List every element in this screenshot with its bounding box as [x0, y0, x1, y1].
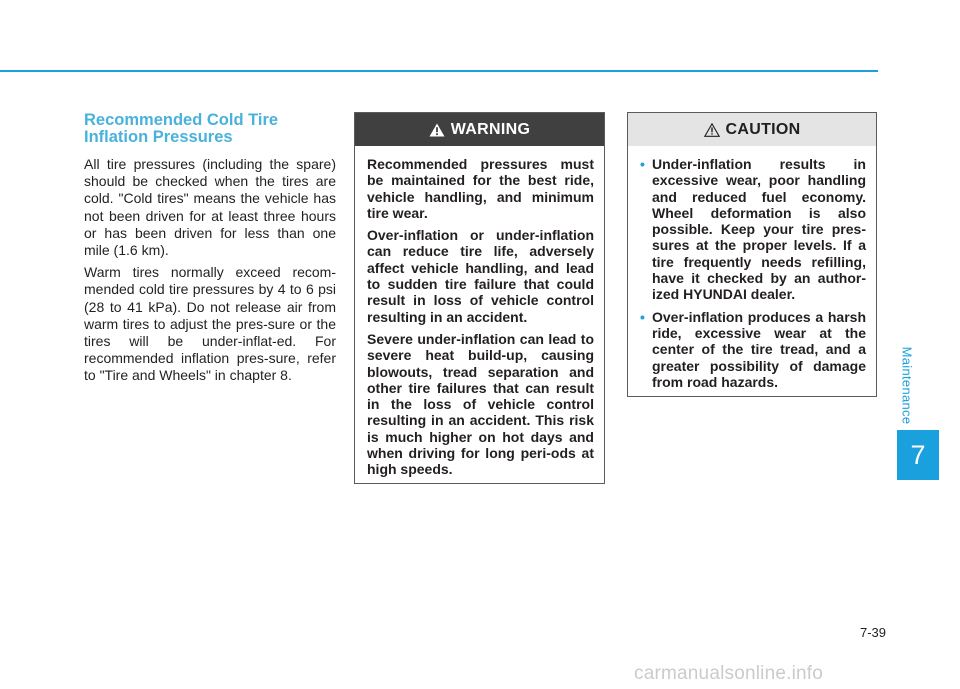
warning-paragraph: Severe under-inflation can lead to severe heat build-up, causing blowouts, tread separation and other tire failures that can result in the loss of vehicle control resulting in an accident. This risk is much higher on hot days and when driving for long peri-ods at high speeds. — [367, 330, 594, 478]
section-title: Recommended Cold Tire Inflation Pressures — [84, 111, 279, 146]
caution-header — [628, 113, 876, 146]
warning-paragraph: Over-inflation or under-inflation can reduce tire life, adversely affect vehicle handling, and lead to sudden tire failure that could result in loss of vehicle control resulting in an accident. — [367, 227, 594, 325]
caution-header-label: CAUTION — [725, 120, 801, 138]
warning-body — [355, 146, 604, 478]
warning-header-label: WARNING — [450, 120, 531, 138]
warning-paragraph: Recommended pressures must be maintained for the best ride, vehicle handling, and minimum tire wear. — [367, 156, 594, 221]
warning-header — [355, 113, 604, 146]
chapter-side-label — [897, 345, 917, 425]
watermark-text: carmanualsonline.info — [634, 663, 824, 684]
warning-triangle-icon — [429, 123, 445, 137]
bullet-icon: • — [640, 156, 645, 172]
warning-box — [354, 112, 605, 484]
caution-bullet-item — [640, 156, 866, 303]
top-rule — [0, 70, 878, 72]
bullet-icon: • — [640, 308, 645, 325]
caution-body — [628, 146, 876, 390]
body-paragraph: Warm tires normally exceed recom-mended cold tire pressures by 4 to 6 psi (28 to 41 kPa). Do not release air from warm tires to adjust the pres-sure or the tires will be under-inflat-ed. For recommended inflation pres-sure, refer to "Tire and Wheels" in chapter 8. — [84, 264, 336, 384]
caution-bullet-list — [640, 156, 866, 390]
section-column — [84, 112, 336, 390]
caution-bullet-text: Over-inflation produces a harsh ride, excessive wear at the center of the tire tread, and a greater possibility of damage from road hazards. — [652, 308, 866, 390]
caution-box — [627, 112, 877, 397]
chapter-number-tab — [897, 430, 939, 480]
page-number: 7-39 — [859, 625, 886, 640]
caution-triangle-icon — [704, 123, 720, 137]
chapter-side-label-text: Maintenance — [899, 346, 915, 424]
caution-bullet-text: Under-inflation results in excessive wear, poor handling and reduced fuel economy. Wheel deformation is also possible. Keep your tire pres-sures at the proper levels. If a tire frequently needs refilling, have it checked by an author-ized HYUNDAI dealer. — [652, 156, 866, 303]
body-paragraph: All tire pressures (including the spare) should be checked when the tires are cold. "Cold tires" means the vehicle has not been driven for at least three hours or has been driven for less than one mile (1.6 km). — [84, 156, 336, 259]
chapter-number: 7 — [910, 439, 926, 470]
caution-bullet-item — [640, 309, 866, 390]
